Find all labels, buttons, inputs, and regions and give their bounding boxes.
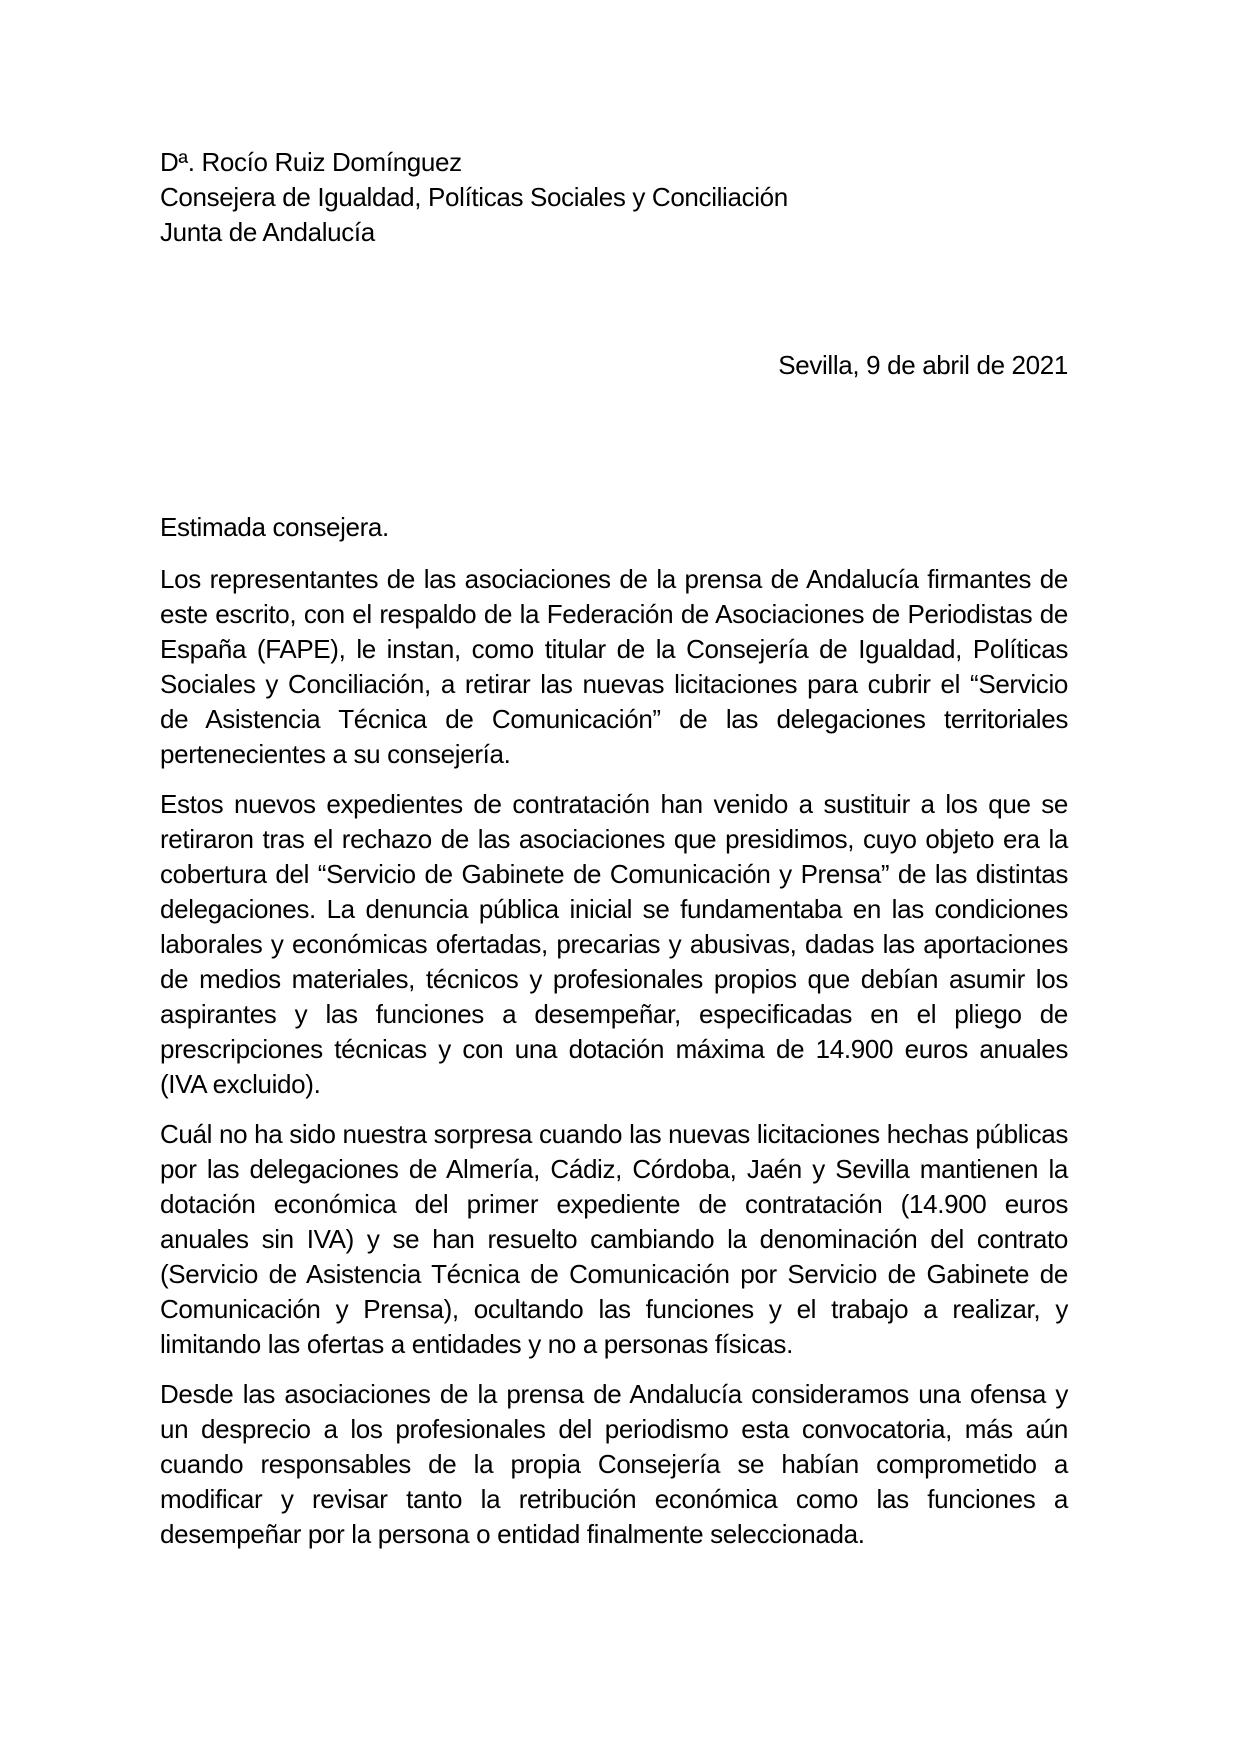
recipient-block (160, 145, 1068, 250)
paragraph-2: Estos nuevos expedientes de contratación han venido a sustituir a los que se retiraron tras el rechazo de las asociaciones que presidimos, cuyo objeto era la cobertura del “Servicio de Gabinete de Comunicación y Prensa” de las distintas delegaciones. La denuncia pública inicial se fundamentaba en las condiciones laborales y económicas ofertadas, precarias y abusivas, dadas las aportaciones de medios materiales, técnicos y profesionales propios que debían asumir los aspirantes y las funciones a desempeñar, especificadas en el pliego de prescripciones técnicas y con una dotación máxima de 14.900 euros anuales (IVA excluido). (160, 789, 1068, 1099)
recipient-title: Consejera de Igualdad, Políticas Sociales y Conciliación (160, 182, 788, 212)
recipient-organization: Junta de Andalucía (160, 217, 375, 247)
paragraph-4: Desde las asociaciones de la prensa de Andalucía consideramos una ofensa y un desprecio a los profesionales del periodismo esta convocatoria, más aún cuando responsables de la propia Consejería se habían comprometido a modificar y revisar tanto la retribución económica como las funciones a desempeñar por la persona o entidad finalmente seleccionada. (160, 1379, 1068, 1549)
recipient-name: Dª. Rocío Ruiz Domínguez (160, 147, 462, 177)
paragraph-3: Cuál no ha sido nuestra sorpresa cuando las nuevas licitaciones hechas públicas por las delegaciones de Almería, Cádiz, Córdoba, Jaén y Sevilla mantienen la dotación económica del primer expediente de contratación (14.900 euros anuales sin IVA) y se han resuelto cambiando la denominación del contrato (Servicio de Asistencia Técnica de Comunicación por Servicio de Gabinete de Comunicación y Prensa), ocultando las funciones y el trabajo a realizar, y limitando las ofertas a entidades y no a personas físicas. (160, 1119, 1068, 1359)
salutation: Estimada consejera. (160, 512, 389, 542)
paragraph-1: Los representantes de las asociaciones de la prensa de Andalucía firmantes de este escrito, con el respaldo de la Federación de Asociaciones de Periodistas de España (FAPE), le instan, como titular de la Consejería de Igualdad, Políticas Sociales y Conciliación, a retirar las nuevas licitaciones para cubrir el “Servicio de Asistencia Técnica de Comunicación” de las delegaciones territoriales pertenecientes a su consejería. (160, 564, 1068, 769)
dateline: Sevilla, 9 de abril de 2021 (778, 350, 1068, 380)
